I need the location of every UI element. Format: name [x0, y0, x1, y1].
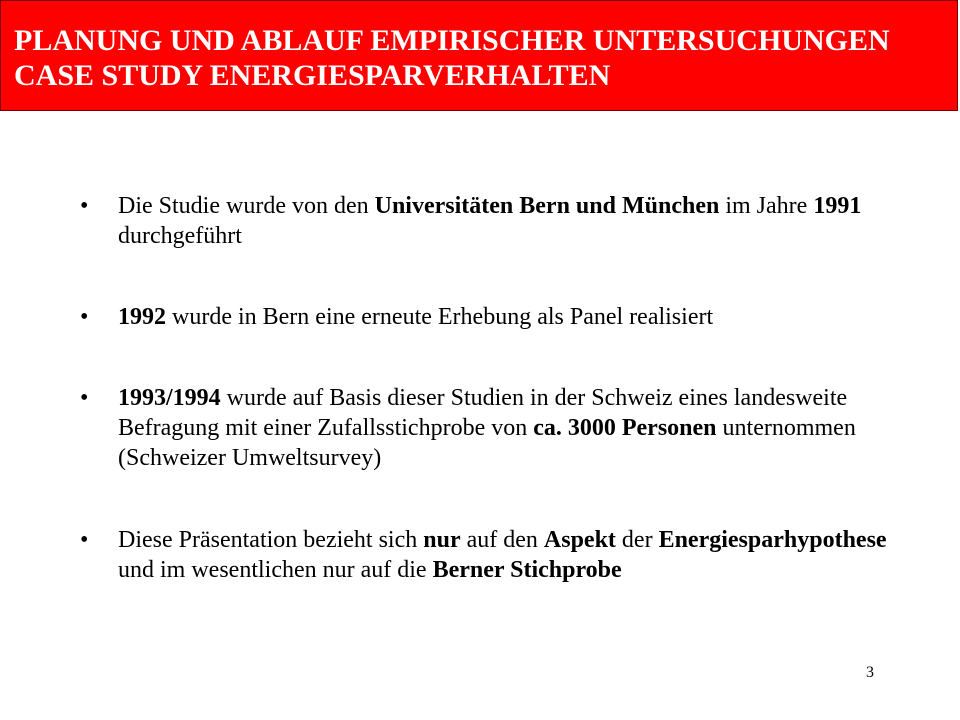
- bullet-text-3-6: und im wesentlichen nur auf die: [118, 557, 433, 583]
- bullet-text-0-0: Die Studie wurde von den: [118, 193, 375, 219]
- bullet-text-2-2: ca. 3000 Personen: [533, 415, 717, 441]
- slide-title: PLANUNG UND ABLAUF EMPIRISCHER UNTERSUCHUNGEN: [14, 24, 890, 57]
- bullet-dot: •: [80, 193, 89, 219]
- bullet-text-0-2: im Jahre: [719, 193, 814, 219]
- slide-subtitle: CASE STUDY ENERGIESPARVERHALTEN: [14, 59, 611, 92]
- bullet-text-1-1: wurde in Bern eine erneute Erhebung als Panel realisiert: [166, 304, 714, 330]
- bullet-dot: •: [80, 385, 89, 411]
- bullet-text-3-7: Berner Stichprobe: [432, 557, 622, 583]
- bullet-text-3-5: Energiesparhypothese: [658, 527, 887, 553]
- bullet-text-2-3: unternommen (Schweizer Umweltsurvey): [118, 415, 856, 471]
- bullet-item: [80, 525, 900, 585]
- title-banner: [0, 0, 958, 111]
- bullet-item: [80, 383, 900, 473]
- bullet-text-3-2: auf den: [460, 527, 544, 553]
- bullet-item: [80, 302, 900, 332]
- bullet-text-2-0: 1993/1994: [118, 385, 221, 411]
- bullet-text-3-0: Diese Präsentation bezieht sich: [118, 527, 424, 553]
- bullet-text-0-4: durchgeführt: [118, 223, 242, 249]
- bullet-dot: •: [80, 304, 89, 330]
- bullet-text-0-3: 1991: [813, 193, 862, 219]
- page-number: 3: [866, 664, 874, 681]
- bullet-item: [80, 191, 900, 251]
- bullet-text-3-1: nur: [423, 527, 461, 553]
- bullet-text-2-1: wurde auf Basis dieser Studien in der Schweiz eines landesweite Befragung mit einer Zufallsstichprobe von: [118, 385, 848, 441]
- bullet-dot: •: [80, 527, 89, 553]
- bullet-text-1-0: 1992: [118, 304, 166, 330]
- bullet-text-0-1: Universitäten Bern und München: [374, 193, 720, 219]
- bullet-text-3-3: Aspekt: [543, 527, 616, 553]
- bullet-list: [80, 191, 900, 585]
- bullet-text-3-4: der: [615, 527, 659, 553]
